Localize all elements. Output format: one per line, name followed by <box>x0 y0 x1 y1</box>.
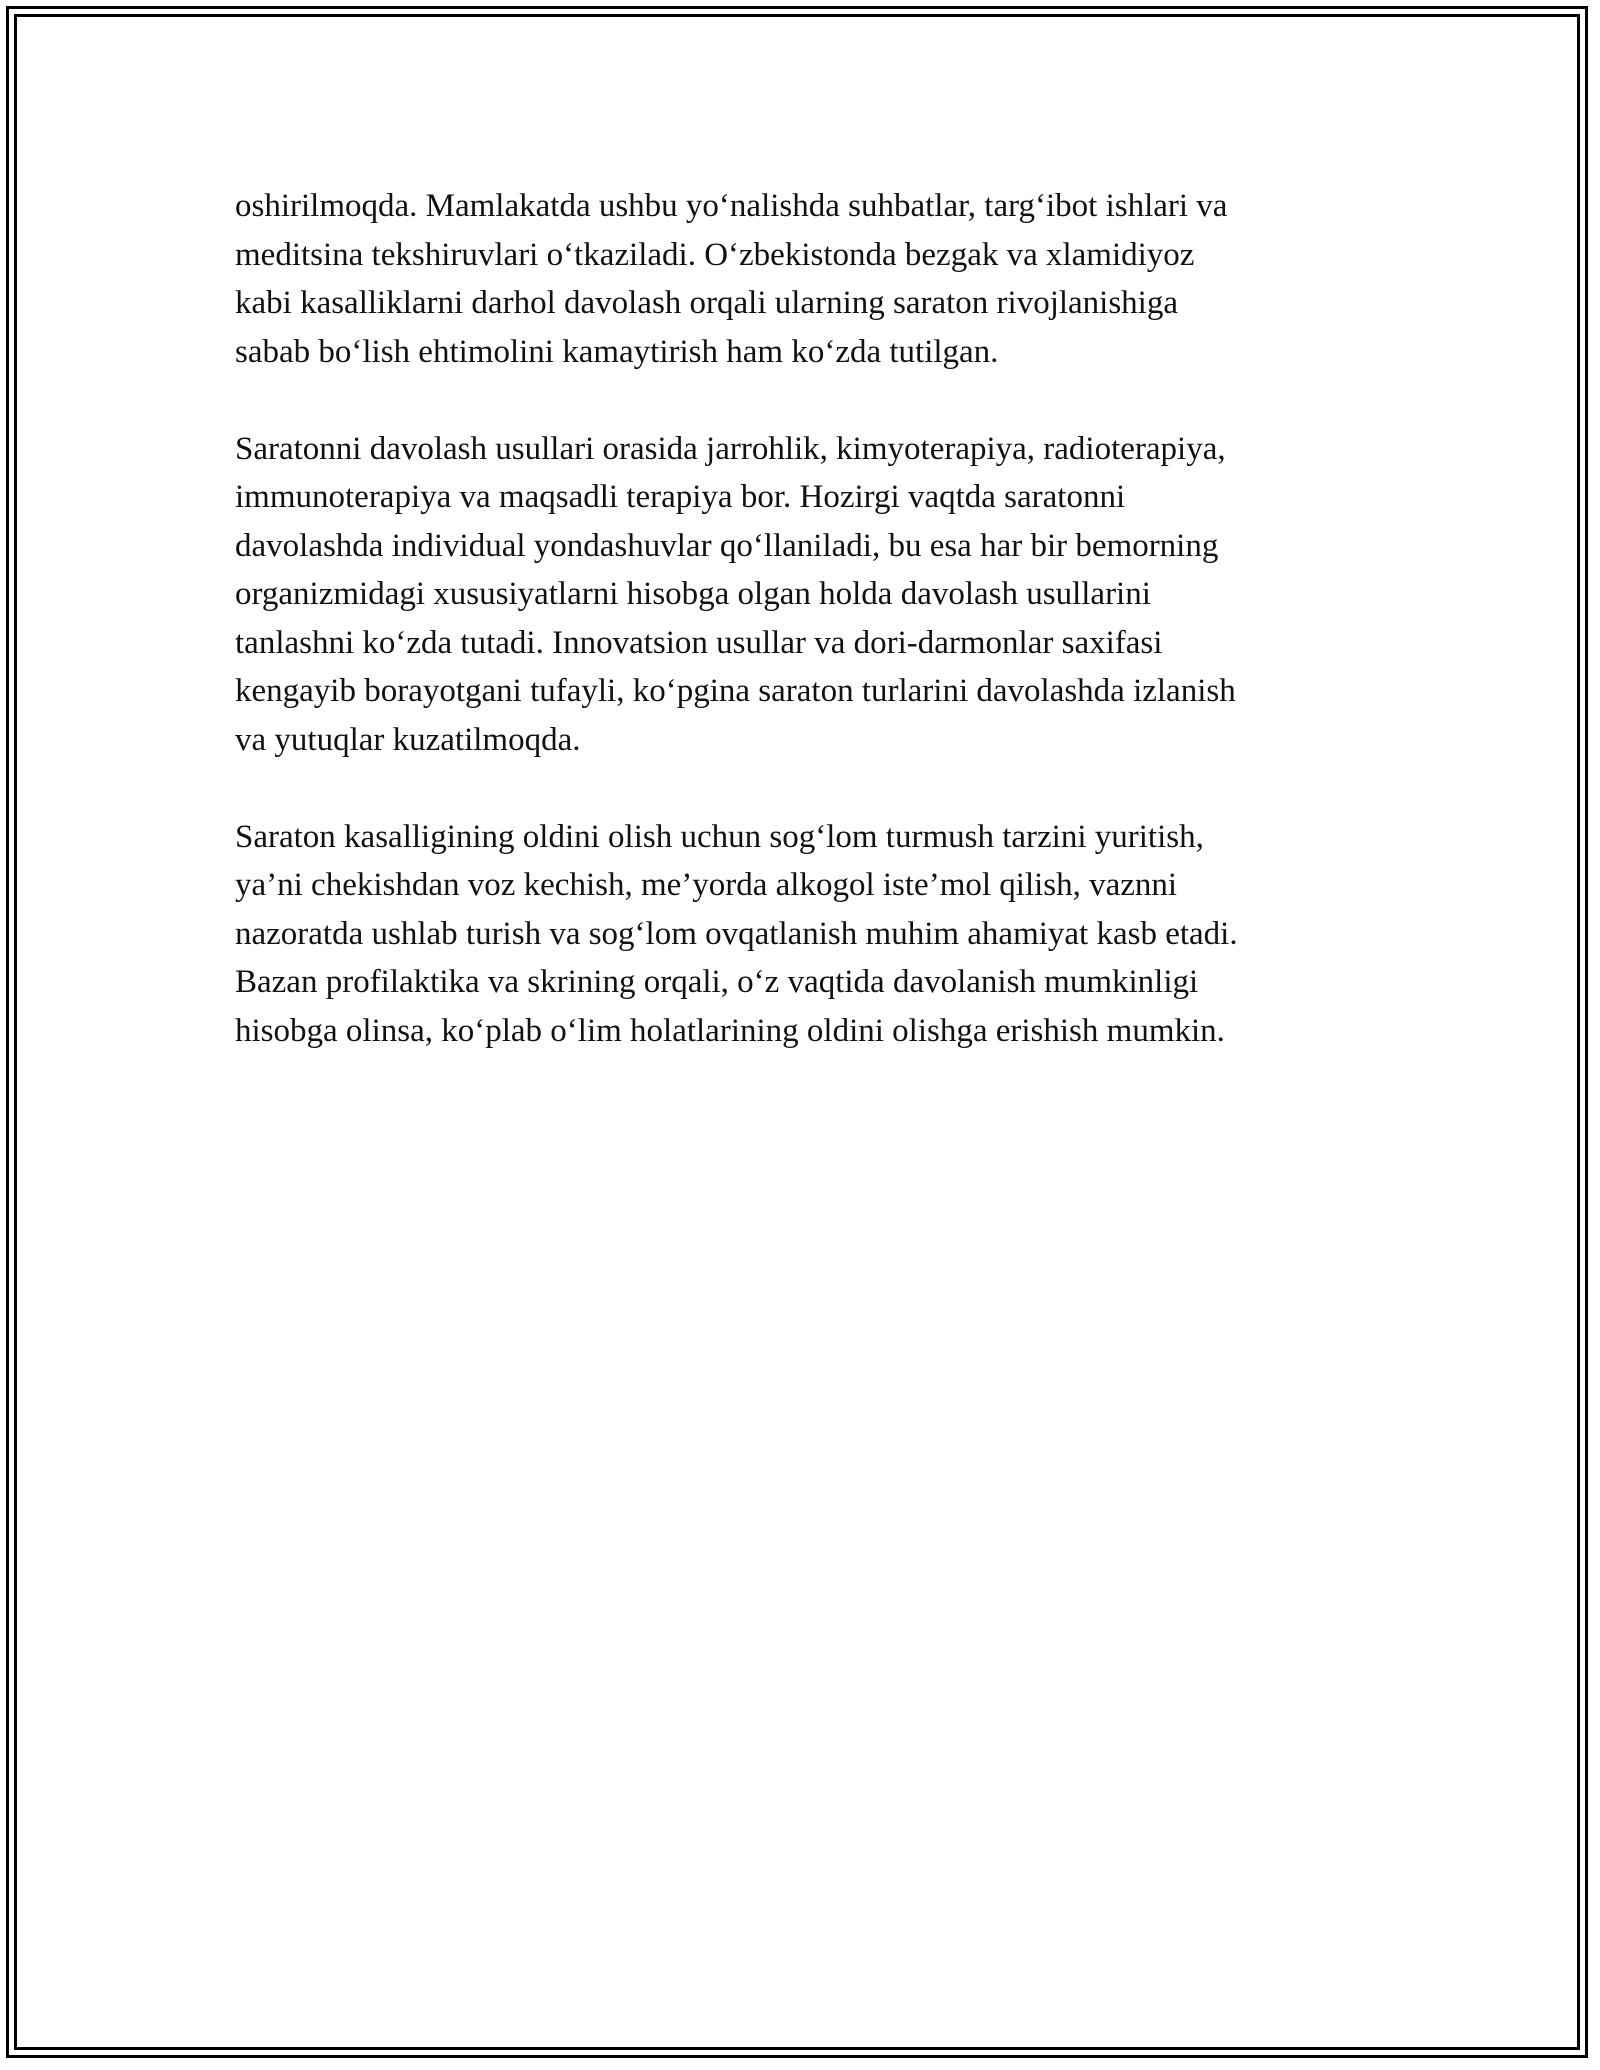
text-line: immunoterapiya va maqsadli terapiya bor. Hozirgi vaqtda saratonni <box>235 479 1126 515</box>
text-line: va yutuqlar kuzatilmoqda. <box>235 721 581 758</box>
paragraph-2 <box>235 425 1365 765</box>
text-line: sabab bo‘lish ehtimolini kamaytirish ham ko‘zda tutilgan. <box>235 333 999 370</box>
text-line: davolashda individual yondashuvlar qo‘llaniladi, bu esa har bir bemorning <box>235 527 1219 564</box>
text-line: Bazan profilaktika va skrining orqali, o‘z vaqtida davolanish mumkinligi <box>235 964 1199 1000</box>
text-line: Saratonni davolash usullari orasida jarrohlik, kimyoterapiya, radioterapiya, <box>235 430 1226 467</box>
text-line: nazoratda ushlab turish va sog‘lom ovqatlanish muhim ahamiyat kasb etadi. <box>235 915 1238 952</box>
paragraph-1 <box>235 182 1365 376</box>
text-line: meditsina tekshiruvlari o‘tkaziladi. O‘zbekistonda bezgak va xlamidiyoz <box>235 236 1195 273</box>
text-line: Saraton kasalligining oldini olish uchun sog‘lom turmush tarzini yuritish, <box>235 818 1204 855</box>
page-content <box>235 182 1365 1104</box>
text-line: kabi kasalliklarni darhol davolash orqali ularning saraton rivojlanishiga <box>235 285 1178 321</box>
text-line: organizmidagi xususiyatlarni hisobga olgan holda davolash usullarini <box>235 576 1151 612</box>
text-line: ya’ni chekishdan voz kechish, me’yorda alkogol iste’mol qilish, vaznni <box>235 867 1178 903</box>
text-line: hisobga olinsa, ko‘plab o‘lim holatlarining oldini olishga erishish mumkin. <box>235 1012 1225 1049</box>
text-line: tanlashni ko‘zda tutadi. Innovatsion usullar va dori-darmonlar saxifasi <box>235 624 1163 661</box>
text-line: kengayib borayotgani tufayli, ko‘pgina saraton turlarini davolashda izlanish <box>235 673 1236 709</box>
paragraph-3 <box>235 813 1365 1056</box>
text-line: oshirilmoqda. Mamlakatda ushbu yo‘nalishda suhbatlar, targ‘ibot ishlari va <box>235 188 1228 224</box>
